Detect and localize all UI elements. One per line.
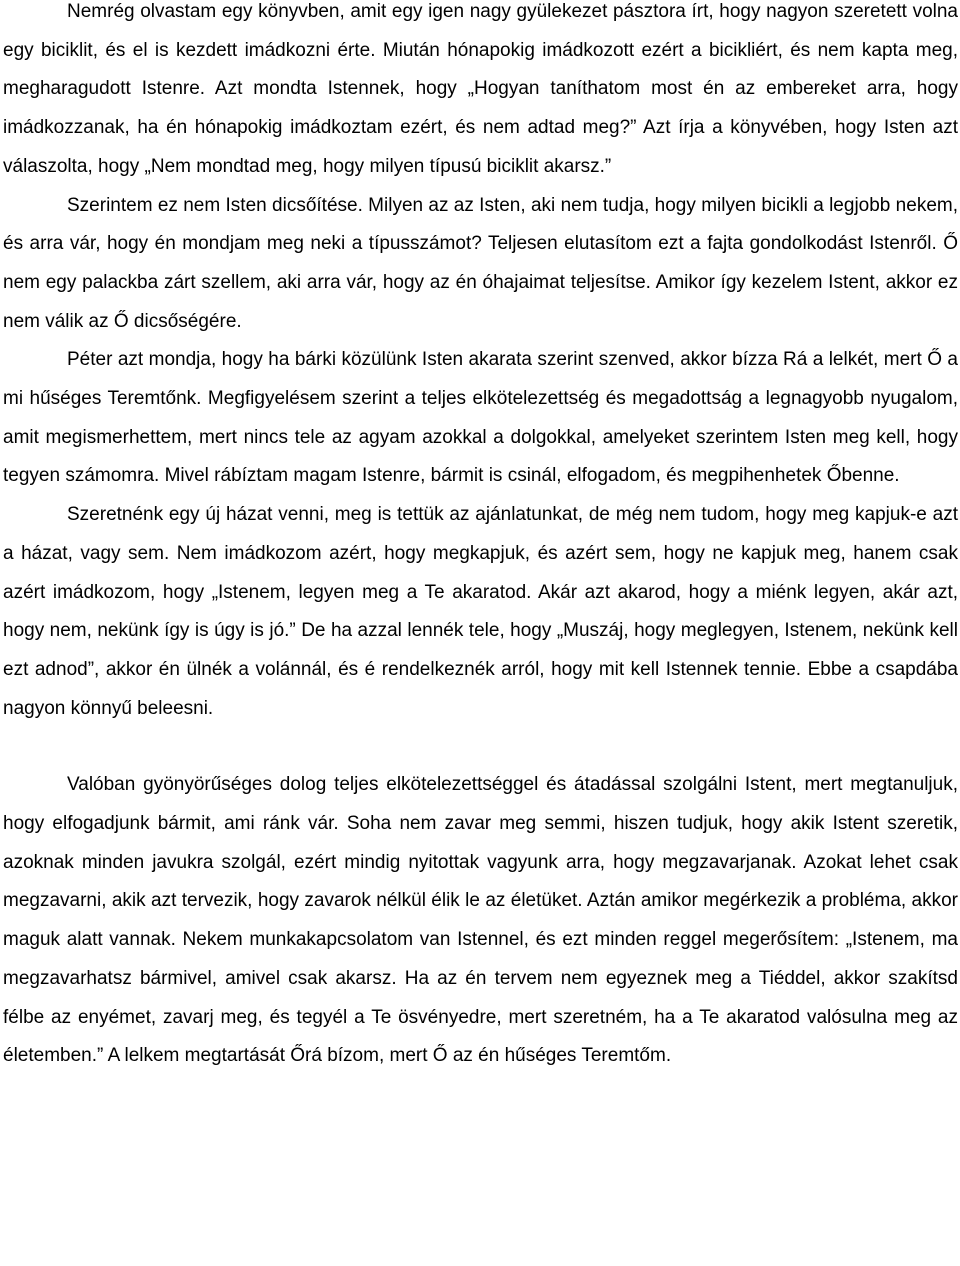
paragraph-peter-entrust: Péter azt mondja, hogy ha bárki közülünk Isten akarata szerint szenved, akkor bízza Rá a lelkét, mert Ő a mi hűséges Teremtőnk. Megfigyelésem szerint a teljes elkötelezettség és megadottság a legnagyobb nyugalom, amit megismerhettem, mert nincs tele az agyam azokkal a dolgokkal, amelyeket szerintem Isten meg kell, hogy tegyen számomra. Mivel rábíztam magam Istenre, bármit is csinál, elfogadom, és megpihenhetek Őbenne.: [3, 349, 958, 487]
paragraph-new-house: Szeretnénk egy új házat venni, meg is tettük az ajánlatunkat, de még nem tudom, hogy meg kapjuk-e azt a házat, vagy sem. Nem imádkozom azért, hogy megkapjuk, és azért sem, hogy ne kapjuk meg, hanem csak azért imádkozom, hogy „Istenem, legyen meg a Te akaratod. Akár azt akarod, hogy a miénk legyen, akár azt, hogy nem, nekünk így is úgy is jó.” De ha azzal lennék tele, hogy „Muszáj, hogy meglegyen, Istenem, nekünk kell ezt adnod”, akkor én ülnék a volánnál, és é rendelkeznék arról, hogy mit kell Istennek tennie. Ebbe a csapdába nagyon könnyű beleesni.: [3, 504, 958, 719]
paragraph-not-glorifying: Szerintem ez nem Isten dicsőítése. Milyen az az Isten, aki nem tudja, hogy milyen bicikli a legjobb nekem, és arra vár, hogy én mondjam meg neki a típusszámot? Teljesen elutasítom ezt a fajta gondolkodást Istenről. Ő nem egy palackba zárt szellem, aki arra vár, hogy az én óhajaimat teljesítse. Amikor így kezelem Istent, akkor ez nem válik az Ő dicsőségére.: [3, 194, 958, 332]
paragraph-serving-god: Valóban gyönyörűséges dolog teljes elkötelezettséggel és átadással szolgálni Istent, mert megtanuljuk, hogy elfogadjunk bármit, ami ránk vár. Soha nem zavar meg semmi, hiszen tudjuk, hogy akik Istent szeretik, azoknak minden javukra szolgál, ezért mindig nyitottak vagyunk arra, hogy megzavarjanak. Azokat lehet csak megzavarni, akik azt tervezik, hogy zavarok nélkül élik le az életüket. Aztán amikor megérkezik a probléma, akkor maguk alatt vannak. Nekem munkakapcsolatom van Istennel, és ezt minden reggel megerősítem: „Istenem, ma megzavarhatsz bármivel, amivel csak akarsz. Ha az én tervem nem egyeznek meg a Tiéddel, akkor szakítsd félbe az enyémet, zavarj meg, és tegyél a Te ösvényedre, mert szeretném, ha a Te akaratod valósulna meg az életemben.” A lelkem megtartását Őrá bízom, mert Ő az én hűséges Teremtőm.: [3, 774, 958, 1067]
paragraph-bicycle-story: Nemrég olvastam egy könyvben, amit egy igen nagy gyülekezet pásztora írt, hogy nagyon szeretett volna egy biciklit, és el is kezdett imádkozni érte. Miután hónapokig imádkozott ezért a bicikliért, és nem kapta meg, megharagudott Istenre. Azt mondta Istennek, hogy „Hogyan taníthatom most én az embereket arra, hogy imádkozzanak, ha én hónapokig imádkoztam ezért, és nem adtad meg?” Azt írja a könyvében, hogy Isten azt válaszolta, hogy „Nem mondtad meg, hogy milyen típusú biciklit akarsz.”: [3, 1, 958, 177]
